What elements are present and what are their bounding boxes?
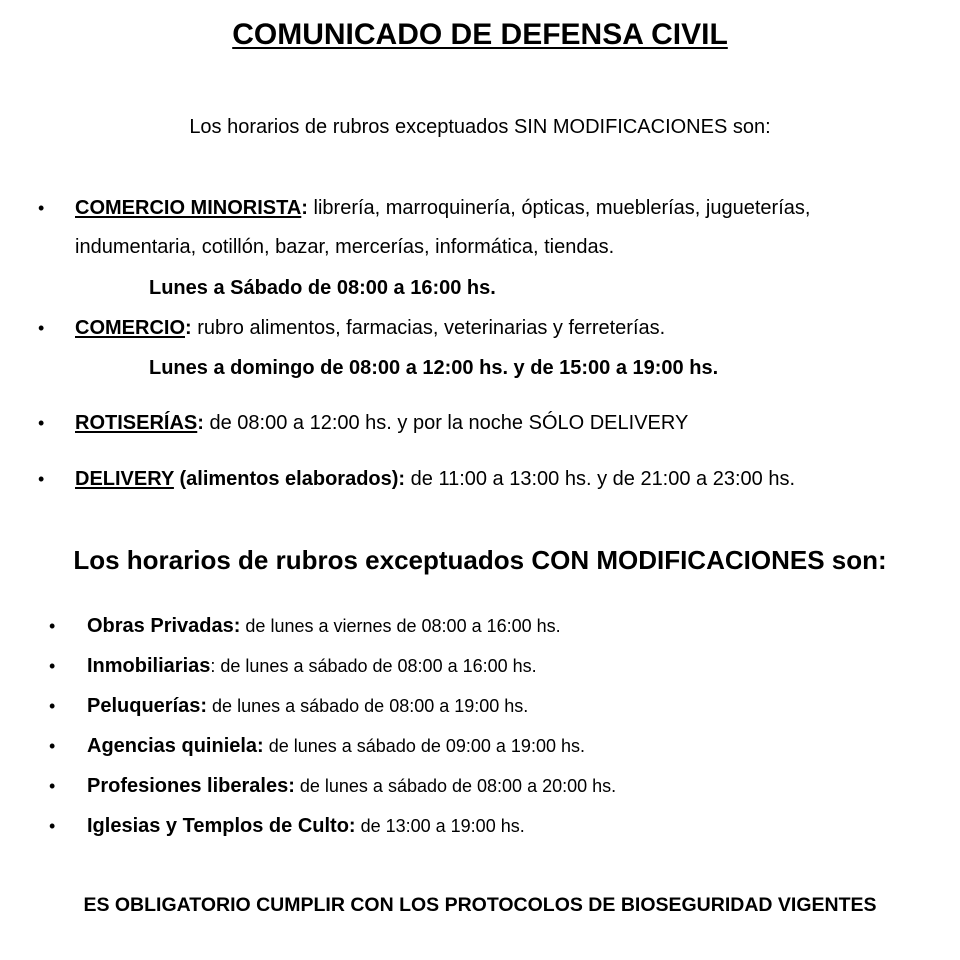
list-item-agencias-quiniela [49,733,616,773]
item-text: de 13:00 a 19:00 hs. [355,816,525,836]
item-text-continued: indumentaria, cotillón, bazar, mercerías, informática, tiendas. [75,236,615,258]
list-item-peluquerias [49,693,616,733]
with-changes-list [49,613,617,853]
footer-notice: ES OBLIGATORIO CUMPLIR CON LOS PROTOCOLOS DE BIOSEGURIDAD VIGENTES [83,894,877,916]
item-label: Obras Privadas: [87,615,241,637]
bullet-icon: • [38,198,45,218]
item-text: rubro alimentos, farmacias, veterinarias y ferreterías. [191,317,666,339]
bullet-icon: • [49,816,56,836]
section-heading-with-changes: Los horarios de rubros exceptuados CON MODIFICACIONES son: [73,545,887,575]
item-text: librería, marroquinería, ópticas, mueblerías, jugueterías, [307,197,811,219]
item-label: Agencias quiniela: [87,735,264,757]
item-label: Iglesias y Templos de Culto: [87,815,356,837]
bullet-icon: • [49,616,56,636]
item-label: ROTISERÍAS [75,412,198,434]
item-text: de lunes a sábado de 08:00 a 16:00 hs. [215,656,537,676]
intro-text: Los horarios de rubros exceptuados SIN MODIFICACIONES son: [189,116,771,138]
item-label: COMERCIO MINORISTA [75,197,302,219]
bullet-icon: • [49,736,56,756]
item-label: Inmobiliarias [87,655,211,677]
list-item-comercio [38,316,945,340]
item-hours: Lunes a Sábado de 08:00 a 16:00 hs. [149,277,496,299]
item-label-colon: : [197,412,204,434]
list-item-iglesias-templos [49,813,616,853]
item-label: Peluquerías: [87,695,208,717]
bullet-icon: • [38,318,45,338]
item-text: de 08:00 a 12:00 hs. y por la noche SÓLO DELIVERY [203,412,689,434]
item-label: COMERCIO [75,317,185,339]
page-title: COMUNICADO DE DEFENSA CIVIL [232,18,728,51]
list-item-comercio-minorista [38,196,945,259]
item-hours: Lunes a domingo de 08:00 a 12:00 hs. y de 15:00 a 19:00 hs. [149,357,719,379]
item-text: de lunes a sábado de 09:00 a 19:00 hs. [263,736,585,756]
bullet-icon: • [38,469,45,489]
list-item-obras-privadas [49,613,616,653]
item-text: de lunes a viernes de 08:00 a 16:00 hs. [240,616,561,636]
item-label-colon: : [301,197,308,219]
item-text: de lunes a sábado de 08:00 a 19:00 hs. [207,696,529,716]
list-item-inmobiliarias [49,653,616,693]
bullet-icon: • [49,696,56,716]
item-text: de lunes a sábado de 08:00 a 20:00 hs. [294,776,617,796]
item-label-suffix: (alimentos elaborados): [173,468,406,490]
bullet-icon: • [49,776,56,796]
bullet-icon: • [49,656,56,676]
list-item-delivery [38,467,945,491]
item-text: de 11:00 a 13:00 hs. y de 21:00 a 23:00 hs. [405,468,796,490]
item-label: DELIVERY [75,468,174,490]
list-item-profesiones-liberales [49,773,617,813]
bullet-icon: • [38,413,45,433]
item-label: Profesiones liberales: [87,775,295,797]
item-label-colon: : [210,656,216,676]
item-label-colon: : [185,317,192,339]
list-item-rotiserias [38,411,945,435]
